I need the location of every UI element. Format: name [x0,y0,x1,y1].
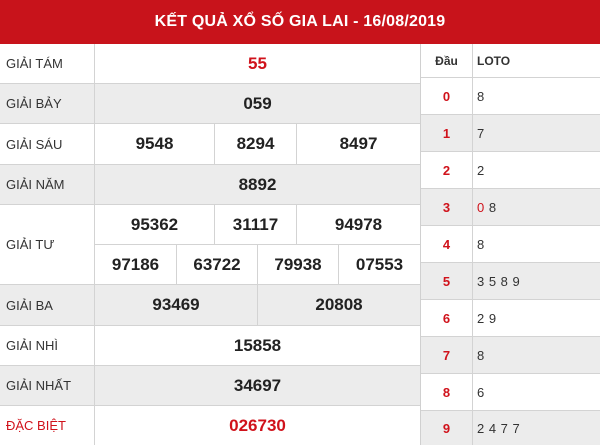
loto-row [421,411,600,445]
loto-header [421,44,600,78]
loto-values: 8 [477,236,485,252]
prize-label: GIẢI TƯ [0,205,95,284]
prize-row-7 [0,84,420,124]
loto-dau: 8 [421,374,473,410]
loto-row [421,300,600,337]
loto-values: 7 [477,125,485,141]
prize-label: GIẢI BA [0,285,95,325]
prize-value: 15858 [233,335,282,355]
prize-label: ĐẶC BIỆT [0,406,95,445]
prize-row-1 [0,366,420,406]
prize-label: GIẢI NĂM [0,165,95,204]
prize-row-6 [0,124,420,165]
loto-row [421,152,600,189]
header-dau: Đầu [421,44,473,77]
loto-digit: 8 [488,199,497,215]
prize-row-special [0,406,420,445]
loto-row [421,78,600,115]
loto-row [421,226,600,263]
loto-values: 3 5 8 9 [477,273,520,289]
prize-label: GIẢI NHÌ [0,326,95,365]
loto-dau: 4 [421,226,473,262]
prize-value: 79938 [257,245,338,284]
loto-dau: 9 [421,411,473,445]
prize-table [0,44,420,445]
prize-row-2 [0,326,420,366]
prize-row-3 [0,285,420,326]
prize-value: 9548 [135,134,174,153]
prize-value: 94978 [296,205,420,244]
page-title: KẾT QUẢ XỔ SỐ GIA LAI - 16/08/2019 [0,0,600,44]
prize-label: GIẢI TÁM [0,44,95,83]
special-prize-value: 026730 [229,415,286,435]
loto-values: 2 4 7 7 [477,420,520,436]
loto-row [421,263,600,300]
loto-table [420,44,600,445]
loto-dau: 6 [421,300,473,336]
loto-row [421,189,600,226]
prize-row-8 [0,44,420,84]
prize-value: 8497 [296,124,420,164]
prize-value: 34697 [233,375,282,395]
loto-values: 6 [477,384,485,400]
prize-value: 20808 [257,285,420,325]
prize-label: GIẢI BẢY [0,84,95,123]
prize-value: 93469 [152,295,200,314]
prize-row-4 [0,205,420,285]
loto-row [421,374,600,411]
loto-values: 2 9 [477,310,497,326]
prize-value: 059 [243,93,272,113]
loto-values [477,189,496,225]
loto-dau: 2 [421,152,473,188]
loto-dau: 1 [421,115,473,151]
loto-dau: 0 [421,78,473,114]
loto-values: 8 [477,88,485,104]
loto-dau: 5 [421,263,473,299]
loto-dau: 3 [421,189,473,225]
prize-label: GIẢI NHẤT [0,366,95,405]
prize-label: GIẢI SÁU [0,124,95,164]
prize-value: 95362 [130,214,179,234]
prize-value: 55 [248,53,267,73]
header-loto: LOTO [477,53,511,68]
prize-value: 8294 [214,124,296,164]
prize-value: 31117 [214,205,296,244]
prize-value: 63722 [176,245,257,284]
prize-row-5 [0,165,420,205]
prize-value: 8892 [238,174,277,194]
loto-dau: 7 [421,337,473,373]
loto-row [421,115,600,152]
loto-values: 8 [477,347,485,363]
prize-value: 07553 [338,245,420,284]
loto-values: 2 [477,162,485,178]
prize-value: 97186 [111,254,160,274]
loto-special-digit: 0 [477,199,485,215]
loto-row [421,337,600,374]
